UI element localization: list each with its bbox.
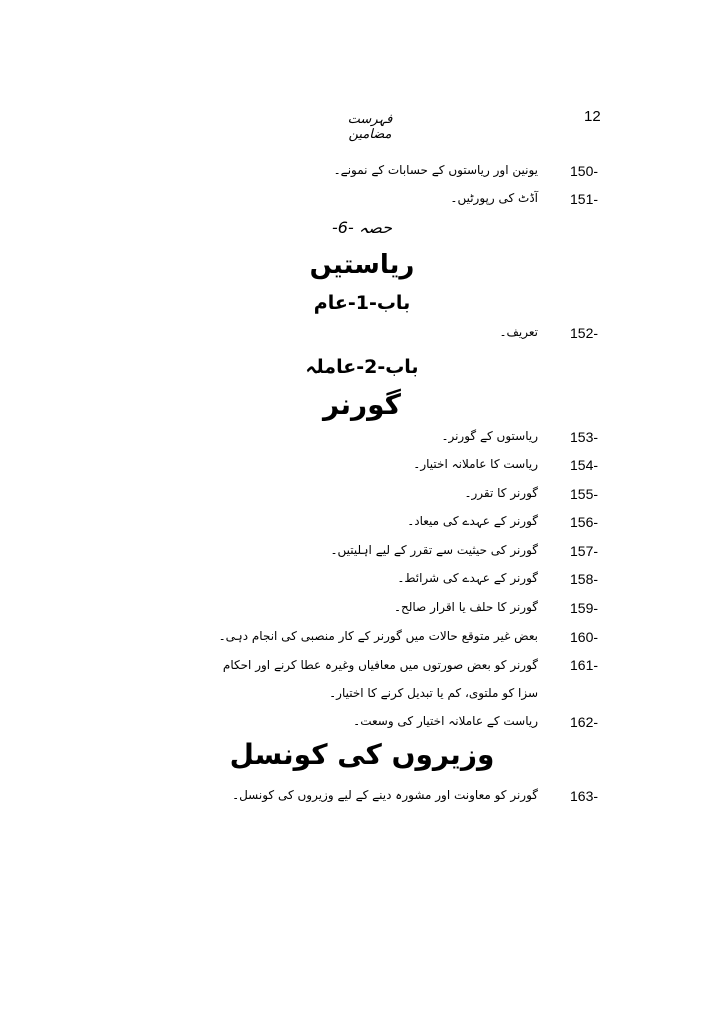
entry-text: یونین اور ریاستوں کے حسابات کے نمونے۔ [333, 163, 538, 177]
section-heading: وزیروں کی کونسل [229, 738, 495, 771]
entry-number: 156- [570, 514, 599, 530]
entry-number: 159- [570, 600, 599, 616]
entry-text: گورنر کے عہدے کی میعاد۔ [407, 514, 538, 528]
entry-number: 157- [570, 543, 599, 559]
entry-text: ریاستوں کے گورنر۔ [441, 429, 538, 443]
entry-text: تعریف۔ [499, 325, 538, 339]
entry-number: 162- [570, 714, 599, 730]
part-title: ریاستیں [309, 250, 415, 280]
entry-text: گورنر کی حیثیت سے تقرر کے لیے اہلیتیں۔ [330, 543, 538, 557]
page-number: 12 [584, 108, 601, 125]
toc-title: فہرست مضامین [347, 112, 393, 142]
entry-number: 155- [570, 486, 599, 502]
entry-text: گورنر کے عہدے کی شرائط۔ [397, 571, 538, 585]
entry-text: گورنر کو بعض صورتوں میں معافیاں وغیرہ عطا کرنے اور احکام سزا کو ملتوی، کم یا تبدیل کرنے کا اختیار۔ [222, 658, 538, 700]
entry-number: 154- [570, 457, 599, 473]
entry-text: آڈٹ کی رپورٹیں۔ [450, 191, 538, 205]
chapter-heading: باب-1-عام [313, 292, 411, 314]
entry-number: 160- [570, 629, 599, 645]
entry-number: 158- [570, 571, 599, 587]
entry-text: بعض غیر متوقع حالات میں گورنر کے کار منصبی کی انجام دہی۔ [218, 629, 538, 643]
entry-number: 151- [570, 191, 599, 207]
entry-number: 150- [570, 163, 599, 179]
entry-text: گورنر کا تقرر۔ [464, 486, 538, 500]
entry-text: ریاست کے عاملانہ اختیار کی وسعت۔ [353, 714, 538, 728]
entry-number: 161- [570, 657, 599, 673]
section-heading: گورنر [323, 388, 401, 421]
entry-number: 152- [570, 325, 599, 341]
chapter-heading: باب-2-عاملہ [305, 356, 419, 378]
entry-number: 163- [570, 788, 599, 804]
entry-text: گورنر کو معاونت اور مشورہ دینے کے لیے وزیروں کی کونسل۔ [232, 788, 538, 802]
entry-text: گورنر کا حلف یا اقرار صالح۔ [393, 600, 538, 614]
entry-text: ریاست کا عاملانہ اختیار۔ [413, 457, 538, 471]
part-heading: حصہ -6- [332, 218, 392, 237]
entry-number: 153- [570, 429, 599, 445]
